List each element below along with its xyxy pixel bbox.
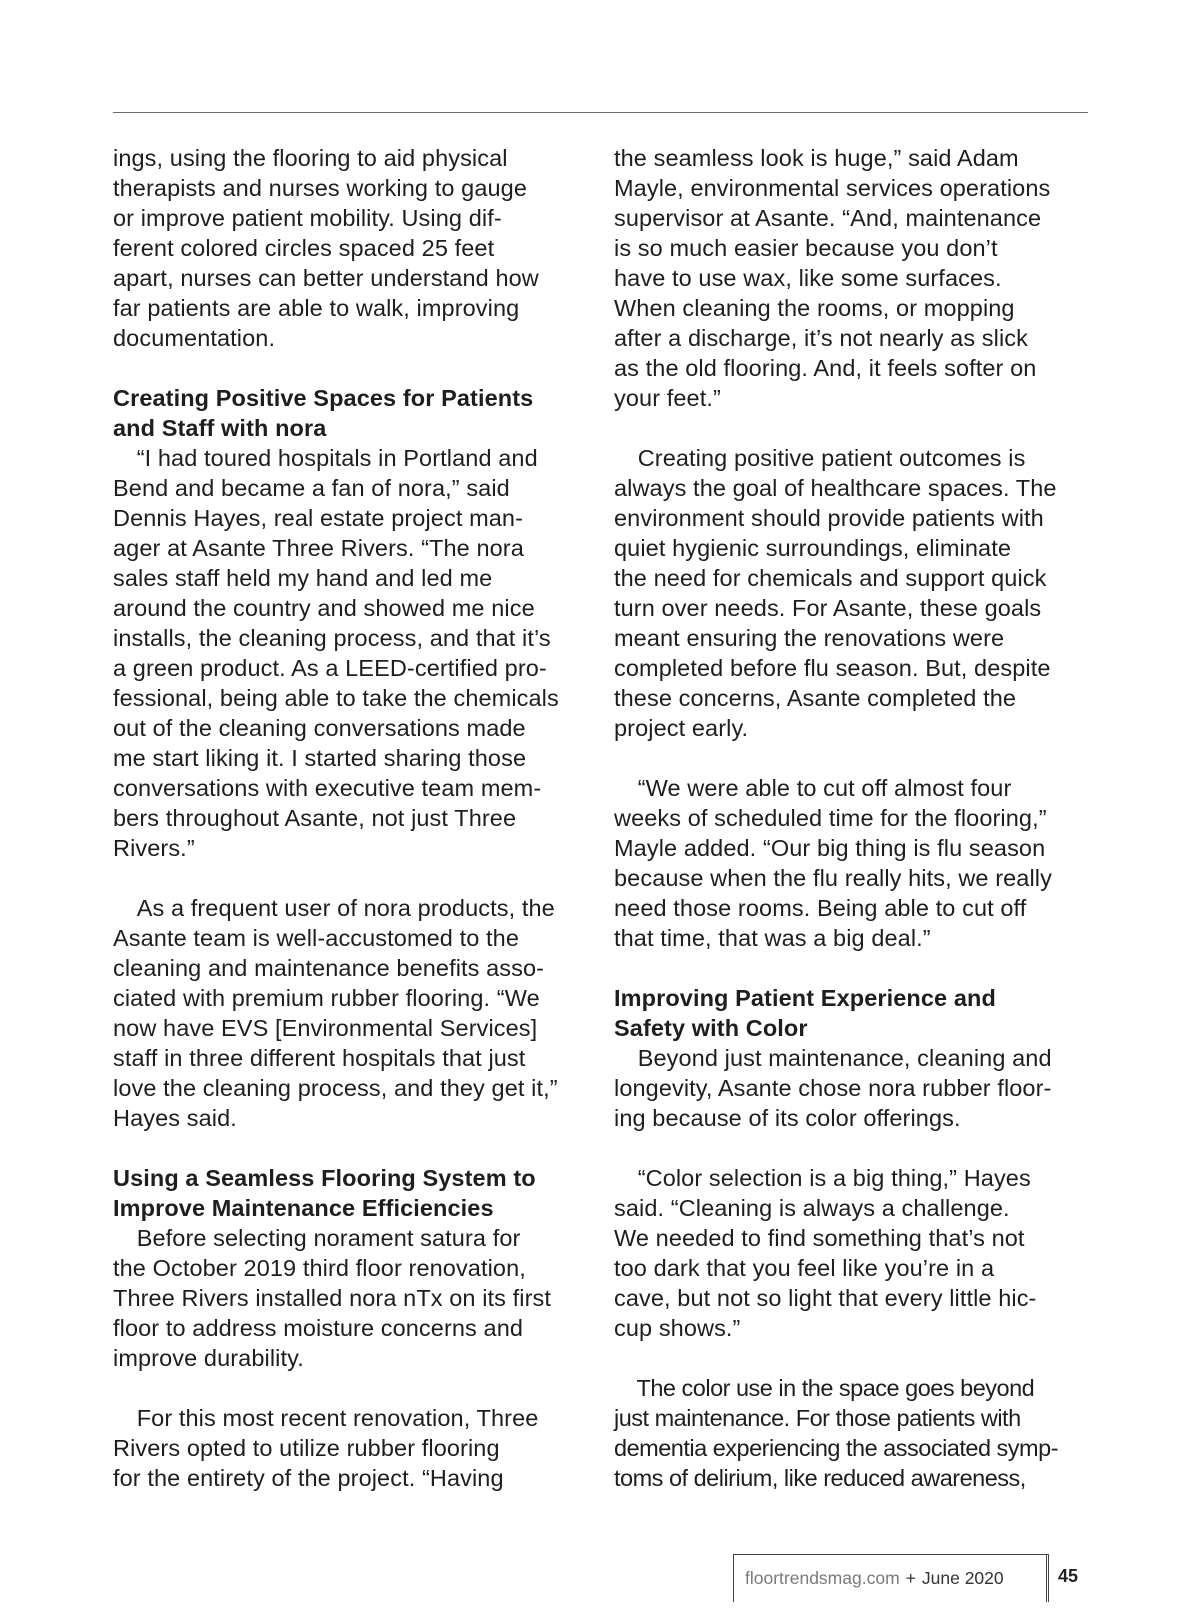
section-heading: Improve Maintenance Efficiencies [113, 1195, 494, 1221]
footer-site[interactable]: floortrendsmag.com [745, 1568, 900, 1588]
paragraph-gap [614, 1133, 1094, 1163]
body-line: Hayes said. [113, 1105, 237, 1131]
body-line: said. “Cleaning is always a challenge. [614, 1195, 1010, 1221]
body-line: quiet hygienic surroundings, eliminate [614, 535, 1012, 561]
paragraph-gap [614, 1343, 1094, 1373]
body-line: We needed to find something that’s not [614, 1225, 1025, 1251]
section-heading: and Staff with nora [113, 415, 327, 441]
section-heading: Creating Positive Spaces for Patients [113, 385, 534, 411]
body-line: Asante team is well-accustomed to the [113, 925, 519, 951]
page-number: 45 [1058, 1566, 1079, 1586]
body-line: project early. [614, 715, 749, 741]
paragraph-gap [113, 353, 598, 383]
body-line: as the old flooring. And, it feels softer on [614, 355, 1037, 381]
paragraph-gap [113, 1133, 598, 1163]
body-line: As a frequent user of nora products, the [113, 895, 555, 921]
body-line: “We were able to cut off almost four [614, 775, 1012, 801]
body-line: the seamless look is huge,” said Adam [614, 145, 1019, 171]
body-line: When cleaning the rooms, or mopping [614, 295, 1015, 321]
body-line: staff in three different hospitals that just [113, 1045, 526, 1071]
body-line: ciated with premium rubber flooring. “We [113, 985, 540, 1011]
body-line: environment should provide patients with [614, 505, 1044, 531]
left-column [113, 143, 598, 1493]
body-line: around the country and showed me nice [113, 595, 535, 621]
paragraph-gap [614, 743, 1094, 773]
body-line: for the entirety of the project. “Having [113, 1465, 504, 1491]
body-line: apart, nurses can better understand how [113, 265, 539, 291]
footer-separator: + [905, 1568, 916, 1588]
body-line: Before selecting norament satura for [113, 1225, 521, 1251]
body-line: out of the cleaning conversations made [113, 715, 526, 741]
body-line: have to use wax, like some surfaces. [614, 265, 1002, 291]
body-line: Bend and became a fan of nora,” said [113, 475, 510, 501]
body-line: too dark that you feel like you’re in a [614, 1255, 995, 1281]
body-line: floor to address moisture concerns and [113, 1315, 524, 1341]
paragraph-gap [113, 1373, 598, 1403]
body-line: ager at Asante Three Rivers. “The nora [113, 535, 524, 561]
footer-issue: June 2020 [921, 1568, 1004, 1588]
body-line: therapists and nurses working to gauge [113, 175, 527, 201]
body-line: ferent colored circles spaced 25 feet [113, 235, 495, 261]
body-line: meant ensuring the renovations were [614, 625, 1005, 651]
body-line: bers throughout Asante, not just Three [113, 805, 517, 831]
body-line: these concerns, Asante completed the [614, 685, 1017, 711]
body-line: conversations with executive team mem- [113, 775, 542, 801]
body-line: love the cleaning process, and they get it,” [113, 1075, 558, 1101]
body-line: Dennis Hayes, real estate project man- [113, 505, 524, 531]
body-line: a green product. As a LEED-certified pro- [113, 655, 547, 681]
body-line: because when the flu really hits, we really [614, 865, 1052, 891]
body-line: Rivers.” [113, 835, 195, 861]
paragraph-gap [113, 863, 598, 893]
body-line: your feet.” [614, 385, 721, 411]
body-line: is so much easier because you don’t [614, 235, 998, 261]
body-line: “I had toured hospitals in Portland and [113, 445, 538, 471]
body-line: Creating positive patient outcomes is [614, 445, 1026, 471]
body-line: toms of delirium, like reduced awareness, [614, 1465, 1026, 1491]
body-line: weeks of scheduled time for the flooring,” [614, 805, 1047, 831]
body-line: ing because of its color offerings. [614, 1105, 961, 1131]
body-line: need those rooms. Being able to cut off [614, 895, 1027, 921]
top-rule [113, 112, 1088, 113]
body-line: Mayle added. “Our big thing is flu season [614, 835, 1046, 861]
body-line: Rivers opted to utilize rubber flooring [113, 1435, 500, 1461]
body-line: now have EVS [Environmental Services] [113, 1015, 538, 1041]
body-line: documentation. [113, 325, 276, 351]
body-line: The color use in the space goes beyond [614, 1375, 1035, 1401]
paragraph-gap [614, 953, 1094, 983]
body-line: always the goal of healthcare spaces. The [614, 475, 1057, 501]
body-line: the need for chemicals and support quick [614, 565, 1047, 591]
body-line: cup shows.” [614, 1315, 741, 1341]
right-column [614, 143, 1094, 1493]
body-line: cave, but not so light that every little hic- [614, 1285, 1037, 1311]
body-line: “Color selection is a big thing,” Hayes [614, 1165, 1031, 1191]
body-line: supervisor at Asante. “And, maintenance [614, 205, 1042, 231]
body-line: For this most recent renovation, Three [113, 1405, 539, 1431]
section-heading: Safety with Color [614, 1015, 808, 1041]
body-line: dementia experiencing the associated symp- [614, 1435, 1059, 1461]
body-line: Three Rivers installed nora nTx on its first [113, 1285, 552, 1311]
footer [733, 1554, 1049, 1602]
body-line: after a discharge, it’s not nearly as slick [614, 325, 1029, 351]
section-heading: Using a Seamless Flooring System to [113, 1165, 536, 1191]
footer-divider [1046, 1555, 1047, 1602]
body-line: longevity, Asante chose nora rubber floor- [614, 1075, 1052, 1101]
body-line: cleaning and maintenance benefits asso- [113, 955, 545, 981]
body-line: turn over needs. For Asante, these goals [614, 595, 1042, 621]
body-line: installs, the cleaning process, and that it’s [113, 625, 551, 651]
body-line: me start liking it. I started sharing those [113, 745, 527, 771]
body-line: fessional, being able to take the chemicals [113, 685, 559, 711]
body-line: just maintenance. For those patients with [614, 1405, 1021, 1431]
body-line: ings, using the flooring to aid physical [113, 145, 508, 171]
body-line: improve durability. [113, 1345, 304, 1371]
body-line: completed before flu season. But, despite [614, 655, 1051, 681]
footer-text [734, 1568, 1004, 1589]
body-line: the October 2019 third floor renovation, [113, 1255, 526, 1281]
body-line: Beyond just maintenance, cleaning and [614, 1045, 1052, 1071]
paragraph-gap [614, 413, 1094, 443]
body-line: that time, that was a big deal.” [614, 925, 931, 951]
body-line: far patients are able to walk, improving [113, 295, 520, 321]
section-heading: Improving Patient Experience and [614, 985, 996, 1011]
body-line: sales staff held my hand and led me [113, 565, 493, 591]
body-line: Mayle, environmental services operations [614, 175, 1051, 201]
body-line: or improve patient mobility. Using dif- [113, 205, 502, 231]
